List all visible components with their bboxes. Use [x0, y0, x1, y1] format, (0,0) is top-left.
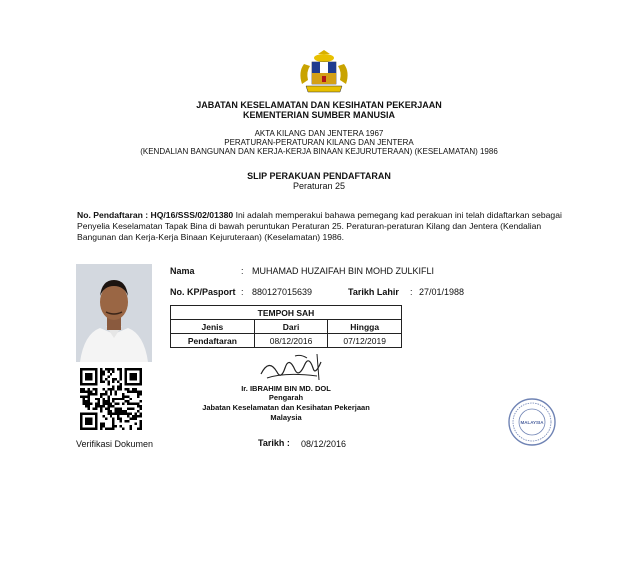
validity-title: TEMPOH SAH: [171, 306, 402, 320]
dob-label: Tarikh Lahir: [348, 287, 399, 297]
official-seal-stamp: [508, 398, 556, 446]
validity-table: [170, 305, 402, 348]
qr-code[interactable]: [80, 368, 142, 430]
coat-of-arms-icon: [296, 50, 352, 96]
registration-text: Ini adalah memperakui bahawa pemegang kad perakuan ini telah didaftarkan sebagai Penyelia Keselamatan Tapak Bina di bawah peruntukan Peraturan 25. Peraturan-peraturan Kilang dan Jentera (Kendalian Bangunan dan Kerja-Kerja Binaan Kejuruteraan) (Keselamatan) 1986.: [77, 210, 562, 242]
seal-text: MALAYSIA: [520, 420, 544, 425]
table-row: [171, 334, 402, 348]
holder-dob: 27/01/1988: [419, 287, 465, 297]
signatory-position: Pengarah: [268, 393, 304, 402]
validity-col-to: Hingga: [328, 320, 402, 334]
ministry-title: KEMENTERIAN SUMBER MANUSIA: [242, 110, 395, 120]
holder-name: MUHAMAD HUZAIFAH BIN MOHD ZULKIFLI: [252, 266, 435, 276]
validity-col-from: Dari: [254, 320, 328, 334]
regulations-title: PERATURAN-PERATURAN KILANG DAN JENTERA: [224, 138, 414, 147]
name-label: Nama: [170, 266, 195, 276]
verification-label: Verifikasi Dokumen: [76, 439, 154, 449]
regulation-subtitle: (KENDALIAN BANGUNAN DAN KERJA-KERJA BINAAN KEJURUTERAAN) (KESELAMATAN) 1986: [140, 147, 498, 156]
validity-from: 08/12/2016: [254, 334, 328, 348]
holder-photo: [76, 264, 152, 362]
dob-colon: :: [410, 287, 413, 297]
registration-paragraph: [77, 210, 567, 243]
date-label: Tarikh :: [258, 438, 290, 448]
holder-id: 880127015639: [252, 287, 313, 297]
act-title: AKTA KILANG DAN JENTERA 1967: [254, 129, 384, 138]
validity-col-type: Jenis: [171, 320, 255, 334]
slip-regulation: Peraturan 25: [292, 181, 346, 191]
signatory-country: Malaysia: [270, 413, 302, 422]
validity-type: Pendaftaran: [171, 334, 255, 348]
signatory-department: Jabatan Keselamatan dan Kesihatan Pekerjaan: [202, 403, 370, 412]
department-title: JABATAN KESELAMATAN DAN KESIHATAN PEKERJAAN: [196, 100, 442, 110]
signature: [255, 350, 335, 384]
date-value: 08/12/2016: [301, 439, 347, 449]
validity-to: 07/12/2019: [328, 334, 402, 348]
registration-number: No. Pendaftaran : HQ/16/SSS/02/01380: [77, 210, 234, 220]
name-colon: :: [241, 266, 244, 276]
slip-title: SLIP PERAKUAN PENDAFTARAN: [247, 171, 391, 181]
id-label: No. KP/Pasport: [170, 287, 236, 297]
signatory-name: Ir. IBRAHIM BIN MD. DOL: [241, 384, 331, 393]
id-colon: :: [241, 287, 244, 297]
